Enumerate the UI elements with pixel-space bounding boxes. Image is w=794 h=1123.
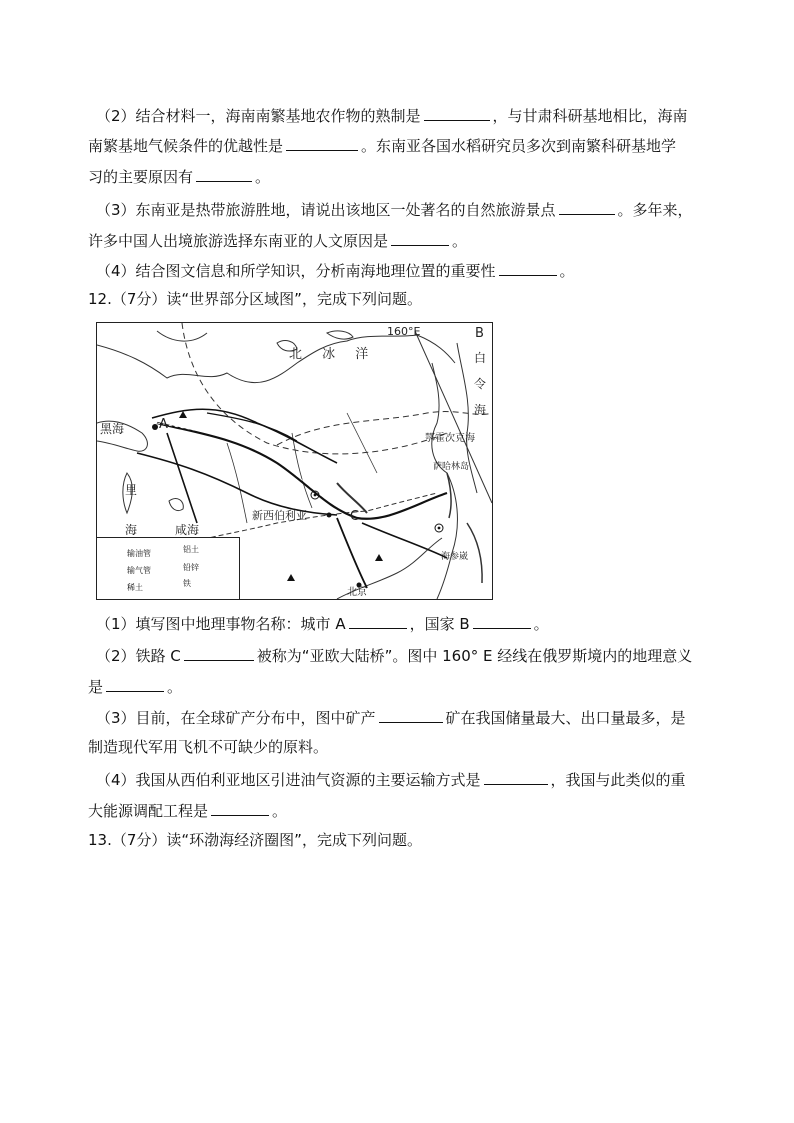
label-meridian: 160°E <box>387 325 421 338</box>
legend-lead-zinc: 铅锌 <box>183 563 199 572</box>
answer-blank[interactable] <box>499 259 557 276</box>
label-vladivostok: 海参崴 <box>441 552 469 562</box>
label-novosibirsk: 新西伯利亚 <box>252 509 307 522</box>
answer-blank[interactable] <box>196 165 252 182</box>
legend-rare-earth: 稀土 <box>127 583 143 592</box>
legend-gas-pipeline: 输气管 <box>127 566 151 575</box>
q12-part2-line1: （2）铁路 C 被称为“亚欧大陆桥”。图中 160° E 经线在俄罗斯境内的地理意义 <box>96 644 692 666</box>
q11-part2-line3: 习的主要原因有 。 <box>88 165 270 187</box>
q11-part3-line1: （3）东南亚是热带旅游胜地，请说出该地区一处著名的自然旅游景点 。多年来， <box>96 198 693 220</box>
q11-part4-line1: （4）结合图文信息和所学知识，分析南海地理位置的重要性 。 <box>96 259 575 281</box>
world-region-map <box>96 322 493 600</box>
answer-blank[interactable] <box>211 799 269 816</box>
q12-title: 12.（7分）读“世界部分区域图”，完成下列问题。 <box>88 290 422 308</box>
answer-blank[interactable] <box>286 134 358 151</box>
label-city-a: A <box>159 417 168 432</box>
q12-part3-line2: 制造现代军用飞机不可缺少的原料。 <box>88 738 329 756</box>
label-bering-2: 令 <box>474 377 487 391</box>
answer-blank[interactable] <box>391 229 449 246</box>
legend-oil-pipeline: 输油管 <box>127 549 151 558</box>
answer-blank[interactable] <box>559 198 615 215</box>
label-railway-c: C <box>350 509 360 524</box>
answer-blank[interactable] <box>424 104 490 121</box>
label-black-sea: 黑海 <box>100 422 125 436</box>
answer-blank[interactable] <box>106 675 164 692</box>
q11-part3-line2: 许多中国人出境旅游选择东南亚的人文原因是 。 <box>88 229 467 251</box>
label-bering-3: 海 <box>474 403 487 417</box>
label-beijing: 北京 <box>347 587 367 598</box>
label-caspian-2: 海 <box>125 523 138 537</box>
answer-blank[interactable] <box>473 612 531 629</box>
label-sakhalin: 萨哈林岛 <box>433 462 470 472</box>
q13-title: 13.（7分）读“环渤海经济圈图”，完成下列问题。 <box>88 831 422 849</box>
label-caspian-1: 里 <box>125 483 138 497</box>
label-aral: 咸海 <box>175 523 200 537</box>
q12-part4-line1: （4）我国从西伯利亚地区引进油气资源的主要运输方式是 ，我国与此类似的重 <box>96 768 686 790</box>
label-country-b: B <box>475 326 484 341</box>
label-okhotsk: 鄂霍次克海 <box>425 433 475 444</box>
label-bering-1: 白 <box>474 351 487 365</box>
answer-blank[interactable] <box>379 706 443 723</box>
answer-blank[interactable] <box>484 768 548 785</box>
q12-part1: （1）填写图中地理事物名称：城市 A ，国家 B 。 <box>96 612 549 634</box>
map-legend <box>97 537 240 600</box>
q12-part3-line1: （3）目前，在全球矿产分布中，图中矿产 矿在我国储量最大、出口量最多，是 <box>96 706 686 728</box>
q11-part2-line2: 南繁基地气候条件的优越性是 。东南亚各国水稻研究员多次到南繁科研基地学 <box>88 134 676 156</box>
legend-iron: 铁 <box>183 579 191 588</box>
q11-part2-line1: （2）结合材料一，海南南繁基地农作物的熟制是 ，与甘肃科研基地相比，海南 <box>96 104 688 126</box>
q12-part4-line2: 大能源调配工程是 。 <box>88 799 287 821</box>
legend-bauxite: 铝土 <box>183 545 199 554</box>
q12-part2-line2: 是 。 <box>88 675 182 697</box>
label-arctic-ocean: 北 冰 洋 <box>289 347 377 362</box>
answer-blank[interactable] <box>349 612 407 629</box>
answer-blank[interactable] <box>184 644 254 661</box>
